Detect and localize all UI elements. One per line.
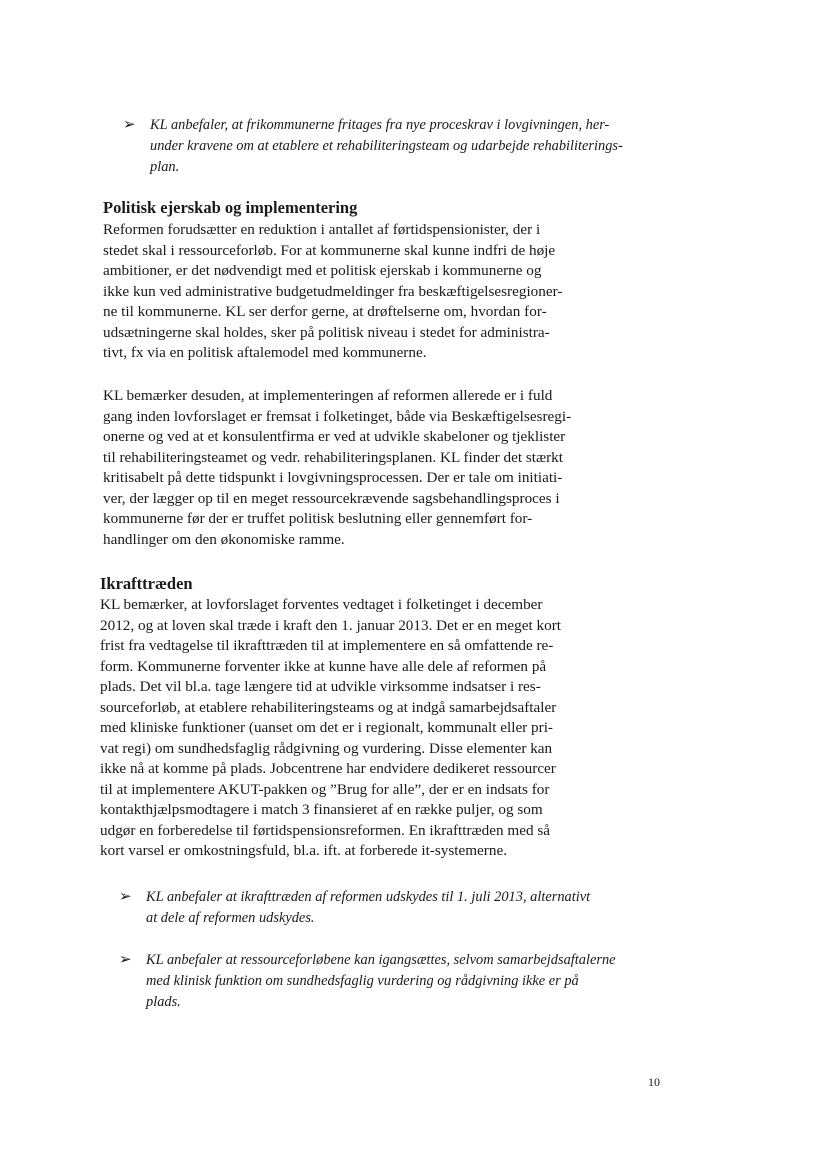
- text-line: onerne og ved at et konsulentfirma er ved at udvikle skabeloner og tjeklister: [103, 428, 566, 445]
- text-line: stedet skal i ressourceforløb. For at kommunerne skal kunne indfri de høje: [103, 241, 556, 259]
- text-line: under kravene om at etablere et rehabiliteringsteam og udarbejde rehabiliterings-: [150, 138, 623, 154]
- text-line: plads.: [146, 994, 181, 1010]
- text-line: kritisabelt på dette tidspunkt i lovgivningsprocessen. Der er tale om initiati-: [103, 469, 563, 486]
- text-line: med kliniske funktioner (uanset om det er i regionalt, kommunalt eller pri-: [100, 719, 553, 736]
- recommendation-bullet-2: [119, 887, 619, 929]
- text-line: plads. Det vil bl.a. tage længere tid at udvikle virksomme indsatser i res-: [100, 678, 541, 695]
- text-line: tivt, fx via en politisk aftalemodel med kommunerne.: [103, 344, 427, 361]
- text-line: KL bemærker desuden, at implementeringen af reformen allerede er i fuld: [103, 387, 553, 404]
- arrow-bullet-icon: ➢: [119, 952, 132, 968]
- text-line: 2012, og at loven skal træde i kraft den 1. januar 2013. Det er en meget kort: [100, 616, 561, 634]
- paragraph: [100, 595, 630, 862]
- recommendation-bullet-3: [119, 950, 619, 1013]
- text-line: kommunerne før der er truffet politisk beslutning eller gennemført for-: [103, 510, 533, 527]
- arrow-bullet-icon: ➢: [119, 889, 132, 905]
- text-line: udsætningerne skal holdes, sker på politisk niveau i stedet for administra-: [103, 323, 550, 341]
- text-line: frist fra vedtagelse til ikrafttræden til at implementere en så omfattende re-: [100, 637, 554, 654]
- text-line: KL bemærker, at lovforslaget forventes vedtaget i folketinget i december: [100, 596, 543, 613]
- text-line: kontakthjælpsmodtagere i match 3 finansieret af en række puljer, og som: [100, 801, 543, 818]
- text-line: gang inden lovforslaget er fremsat i folketinget, både via Beskæftigelsesregi-: [103, 407, 572, 425]
- paragraph: [103, 220, 633, 364]
- text-line: vat regi) om sundhedsfaglig rådgivning og vurdering. Disse elementer kan: [100, 739, 553, 757]
- text-line: handlinger om den økonomiske ramme.: [103, 530, 345, 548]
- recommendation-bullet-1: [123, 115, 623, 178]
- text-line: kort varsel er omkostningsfuld, bl.a. ift. at forberede it-systemerne.: [100, 842, 507, 859]
- text-line: sourceforløb, at etablere rehabiliteringsteams og at indgå samarbejdsaftaler: [100, 698, 557, 716]
- recommendation-text: [146, 950, 619, 1013]
- text-line: ver, der lægger op til en meget ressourcekrævende sagsbehandlingsproces i: [103, 489, 560, 507]
- text-line: til rehabiliteringsteamet og vedr. rehabiliteringsplanen. KL finder det stærkt: [103, 448, 563, 466]
- text-line: ne til kommunerne. KL ser derfor gerne, at drøftelserne om, hvordan for-: [103, 303, 547, 320]
- text-line: KL anbefaler, at frikommunerne fritages fra nye proceskrav i lovgivningen, her-: [150, 117, 610, 133]
- text-line: udgør en forberedelse til førtidspensionsreformen. En ikrafttræden med så: [100, 821, 551, 839]
- section-heading-political-ownership: Politisk ejerskab og implementering: [103, 198, 358, 217]
- section-heading-entry-into-force: Ikrafttræden: [100, 574, 193, 593]
- text-line: KL anbefaler at ikrafttræden af reformen udskydes til 1. juli 2013, alternativt: [146, 889, 591, 905]
- text-line: at dele af reformen udskydes.: [146, 910, 315, 926]
- recommendation-text: [150, 115, 623, 178]
- text-line: til at implementere AKUT-pakken og ”Brug for alle”, der er en indsats for: [100, 780, 550, 798]
- text-line: ikke kun ved administrative budgetudmeldinger fra beskæftigelsesregioner-: [103, 282, 563, 300]
- text-line: ambitioner, er det nødvendigt med et politisk ejerskab i kommunerne og: [103, 262, 542, 279]
- text-line: med klinisk funktion om sundhedsfaglig vurdering og rådgivning ikke er på: [146, 973, 579, 989]
- text-line: Reformen forudsætter en reduktion i antallet af førtidspensionister, der i: [103, 221, 541, 238]
- arrow-bullet-icon: ➢: [123, 117, 136, 133]
- recommendation-text: [146, 887, 619, 929]
- text-line: KL anbefaler at ressourceforløbene kan igangsættes, selvom samarbejdsaftalerne: [146, 952, 616, 968]
- paragraph: [103, 386, 633, 550]
- text-line: ikke nå at komme på plads. Jobcentrene har endvidere dedikeret ressourcer: [100, 760, 556, 777]
- text-line: plan.: [150, 159, 180, 175]
- text-line: form. Kommunerne forventer ikke at kunne have alle dele af reformen på: [100, 657, 547, 675]
- page-number: 10: [648, 1075, 660, 1089]
